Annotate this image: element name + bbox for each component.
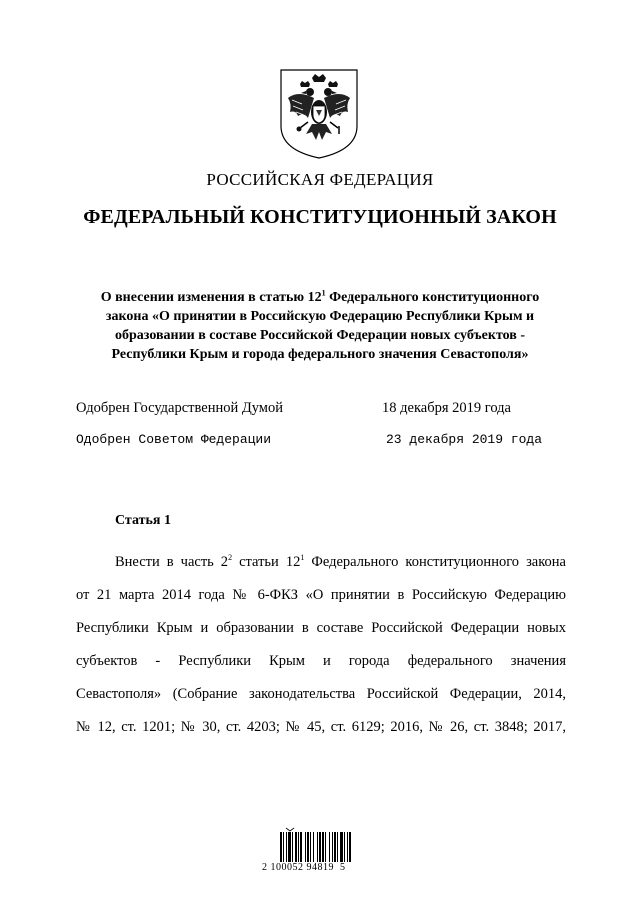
law-title-line [60,288,580,307]
law-title-text: О внесении изменения в статью 12 [100,290,322,305]
coat-of-arms-icon [278,68,360,160]
country-name: РОССИЙСКАЯ ФЕДЕРАЦИЯ [206,170,434,189]
approval-row-federation-council [76,432,576,452]
approval-row-duma [76,400,576,420]
law-title-text: Федерального конституционного [325,290,540,305]
law-title-line: закона «О принятии в Российскую Федерацию Республики Крым и [105,309,535,324]
article-line: Республики Крым и образовании в составе Российской Федерации новых [76,620,566,636]
article-text: Внести в часть 2 [115,554,229,570]
law-type-heading: ФЕДЕРАЛЬНЫЙ КОНСТИТУЦИОННЫЙ ЗАКОН [83,206,557,228]
superscript: 1 [321,288,326,298]
superscript: 2 [228,553,233,563]
law-title-line: Республики Крым и города федерального значения Севастополя» [111,347,529,362]
approval-body: Одобрен Советом Федерации [76,432,272,447]
approval-body: Одобрен Государственной Думой [76,400,283,416]
approval-date: 23 декабря 2019 года [386,432,543,447]
article-text: статьи 12 [232,554,301,570]
article-body [76,546,566,744]
article-line [76,546,566,579]
superscript: 1 [300,553,305,563]
article-heading: Статья 1 [115,513,171,528]
article-line: № 12, ст. 1201; № 30, ст. 4203; № 45, ст. 6129; 2016, № 26, ст. 3848; 2017, [76,719,566,735]
approval-date: 18 декабря 2019 года [382,400,511,416]
article-line: субъектов - Республики Крым и города федерального значения [76,653,566,669]
article-text: Федерального конституционного закона [304,554,566,570]
article-line: от 21 марта 2014 года № 6-ФКЗ «О принятии в Российскую Федерацию [76,587,566,603]
law-title [60,288,580,364]
barcode-number: 2 100052 94819 5 [262,862,346,873]
article-line: Севастополя» (Собрание законодательства Российской Федерации, 2014, [76,686,566,702]
law-title-line: образовании в составе Российской Федерации новых субъектов - [114,328,526,343]
